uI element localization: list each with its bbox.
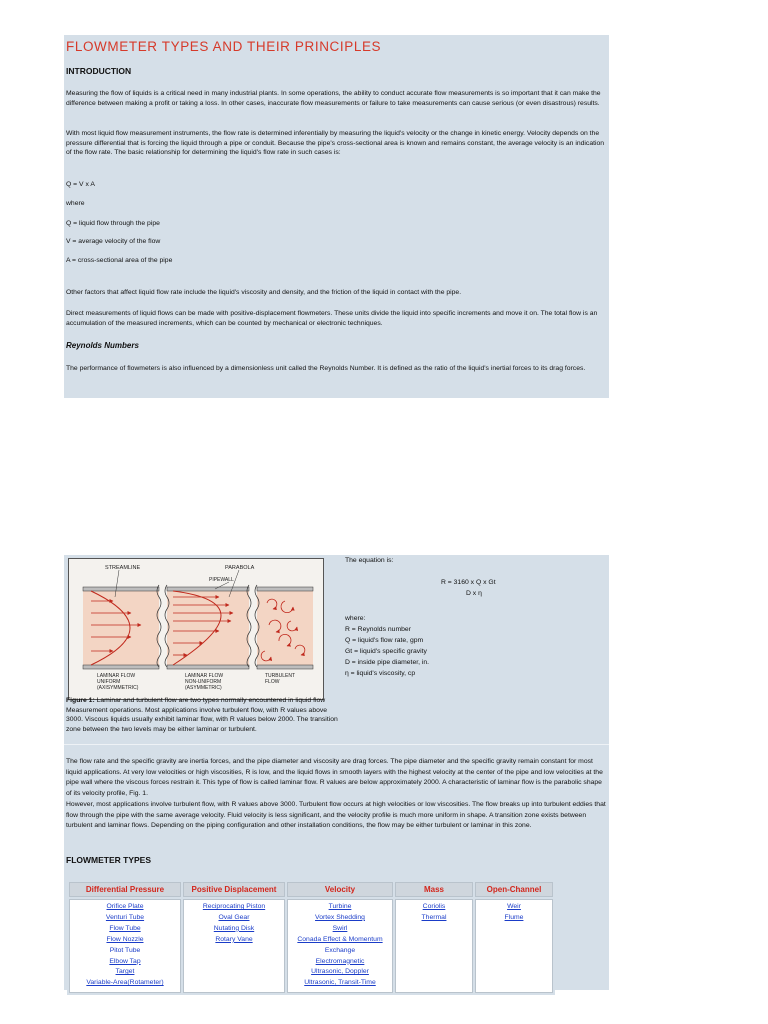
definition-text: V = average velocity of the flow (66, 238, 161, 245)
laminar-text: The flow rate and the specific gravity are inertia forces, and the pipe diameter and viscosity are drag forces. The pipe diameter and the specific gravity remain constant for most liquid applications. At very low velocities or high viscosities, R is low, and the liquid flows in smooth layers with the highest velocity at the center of the pipe and low velocities at the pipe wall where the viscous forces restrain it. This type of flow is called laminar flow. R values are below approximately 2000. A characteristic of laminar flow is the parabolic shape of its velocity profile, Fig. 1. (66, 758, 603, 798)
definition-item: Gt = liquid's specific gravity (345, 648, 427, 655)
flowmeter-type-text: Exchange (324, 946, 356, 954)
flowmeter-type-link[interactable]: Ultrasonic, Transit-Time (304, 979, 376, 987)
laminar-uniform-label: UNIFORM (97, 679, 121, 685)
pipewall-label: PIPEWALL (209, 577, 234, 583)
flowmeter-types-heading: FLOWMETER TYPES (66, 855, 151, 865)
laminar-nonuniform-label: (ASYMMETRIC) (185, 685, 222, 691)
where-text: where (66, 200, 85, 207)
open-channel-cell (475, 899, 553, 993)
flowmeter-type-link[interactable]: Reciprocating Piston (202, 903, 266, 910)
flowmeter-type-link[interactable]: Oval Gear (218, 913, 250, 921)
definition-item: Q = liquid's flow rate, gpm (345, 637, 424, 644)
laminar-nonuniform-pipe (167, 587, 249, 669)
reynolds-paragraph: The performance of flowmeters is also influenced by a dimensionless unit called the Reynolds Number. It is defined as the ratio of the liquid's inertial forces to its drag forces. (66, 365, 586, 372)
header-open-channel: Open-Channel (475, 882, 553, 897)
parabola-label: PARABOLA (225, 565, 255, 571)
equation-denominator: D x η (466, 590, 482, 597)
header-positive-displacement: Positive Displacement (183, 882, 285, 897)
flowmeter-type-link[interactable]: Turbine (328, 903, 352, 910)
intro-paragraph: Measuring the flow of liquids is a critical need in many industrial plants. In some operations, the ability to conduct accurate flow measurements is so important that it can make the difference between making a profit or taking a loss. In other cases, inaccurate flow measurements or failure to take measurements can cause serious (or even disastrous) results. (66, 90, 601, 107)
flowmeter-type-link[interactable]: Swirl (332, 924, 348, 932)
definition-item: η = liquid's viscosity, cp (345, 670, 416, 677)
flow-profile-figure (68, 558, 324, 700)
intro-paragraph: With most liquid flow measurement instruments, the flow rate is determined inferentially by measuring the liquid's velocity or the change in kinetic energy. Velocity depends on the pressure differential that is forcing the liquid through a pipe or conduit. Because the pipe's cross-sectional area is known and remains constant, the average velocity is an indication of the flow rate. The basic relationship for determining the liquid's flow rate in such cases is: (66, 130, 605, 157)
page-title: FLOWMETER TYPES AND THEIR PRINCIPLES (66, 39, 382, 54)
header-differential-pressure: Differential Pressure (69, 882, 181, 897)
flowmeter-type-link[interactable]: Vortex Shedding (315, 913, 365, 921)
section-divider (64, 744, 609, 745)
streamline-label: STREAMLINE (105, 565, 141, 571)
definition-text: Q = liquid flow through the pipe (66, 220, 160, 227)
flowmeter-type-link[interactable]: Conada Effect & Momentum (297, 935, 383, 943)
intro-paragraph: Other factors that affect liquid flow rate include the liquid's viscosity and density, and the friction of the liquid in contact with the pipe. (66, 289, 462, 296)
definition-text: A = cross-sectional area of the pipe (66, 257, 173, 264)
equation-definitions (345, 613, 429, 679)
flowmeter-type-link[interactable]: Ultrasonic, Doppler (311, 968, 369, 976)
reynolds-heading: Reynolds Numbers (66, 341, 139, 350)
equation-intro: The equation is: (345, 557, 394, 564)
laminar-uniform-pipe (83, 587, 159, 669)
differential-pressure-cell (69, 899, 181, 993)
flowmeter-type-link[interactable]: Electromagnetic (315, 957, 365, 965)
definition-item: D = inside pipe diameter, in. (345, 659, 430, 666)
reynolds-panel (64, 555, 609, 990)
flowmeter-type-link[interactable]: Flume (504, 913, 524, 921)
flowmeter-type-link[interactable]: Orifice Plate (106, 903, 144, 910)
turbulent-pipe (257, 587, 313, 669)
header-mass: Mass (395, 882, 473, 897)
flowmeter-types-table (67, 880, 555, 995)
flowmeter-type-text: Pitot Tube (109, 946, 141, 954)
flowmeter-type-link[interactable]: Thermal (421, 913, 447, 921)
figure-caption-text: Laminar and turbulent flow are two types normally encountered in liquid flow Measurement operations. Most applications involve turbulent flow, with R values above 3000. Viscous liquids usually exhibit laminar flow, with R values below 2000. The transition zone between the two levels may be either laminar or turbulent. (66, 697, 338, 733)
formula-text: Q = V x A (66, 181, 95, 188)
flowmeter-type-link[interactable]: Flow Tube (109, 924, 141, 932)
flowmeter-type-link[interactable]: Coriolis (422, 903, 446, 910)
introduction-panel (64, 35, 609, 398)
intro-paragraph: Direct measurements of liquid flows can be made with positive-displacement flowmeters. These units divide the liquid into specific increments and move it on. The total flow is an accumulation of the measured increments, which can be counted by mechanical or electronic techniques. (66, 310, 598, 327)
flowmeter-type-link[interactable]: Venturi Tube (105, 913, 145, 921)
velocity-cell (287, 899, 393, 993)
flow-paragraph (66, 757, 606, 832)
introduction-heading: INTRODUCTION (66, 66, 132, 76)
turbulent-text: However, most applications involve turbulent flow, with R values above 3000. Turbulent flow occurs at high velocities or low viscosities. The flow breaks up into turbulent eddies that flow through the pipe with the same average velocity. Fluid velocity is less significant, and the velocity profile is much more uniform in shape. A transition zone exists between turbulent and laminar flows. Depending on the piping configuration and other installation conditions, the flow may be either turbulent or laminar in this zone. (66, 800, 606, 830)
figure-caption (66, 696, 344, 734)
flowmeter-type-link[interactable]: Weir (507, 903, 521, 910)
flowmeter-type-link[interactable]: Flow Nozzle (106, 935, 144, 943)
laminar-uniform-label: (AXISYMMETRIC) (97, 685, 139, 691)
turbulent-label: FLOW (265, 679, 280, 685)
flowmeter-type-link[interactable]: Rotary Vane (215, 935, 253, 943)
laminar-nonuniform-label: NON-UNIFORM (185, 679, 222, 685)
flowmeter-type-link[interactable]: Variable-Area(Rotameter) (86, 979, 164, 987)
flowmeter-type-link[interactable]: Elbow Tap (109, 957, 141, 965)
flowmeter-type-link[interactable]: Target (115, 968, 135, 976)
mass-cell (395, 899, 473, 993)
positive-displacement-cell (183, 899, 285, 993)
turbulent-label: TURBULENT (265, 673, 296, 679)
laminar-nonuniform-label: LAMINAR FLOW (185, 673, 224, 679)
where-label: where: (345, 615, 366, 622)
definition-item: R = Reynolds number (345, 626, 411, 633)
flowmeter-type-link[interactable]: Nutating Disk (213, 924, 255, 932)
figure-caption-label: Figure 1: (66, 697, 95, 704)
laminar-uniform-label: LAMINAR FLOW (97, 673, 136, 679)
equation-numerator: R = 3160 x Q x Gt (441, 579, 496, 586)
header-velocity: Velocity (287, 882, 393, 897)
